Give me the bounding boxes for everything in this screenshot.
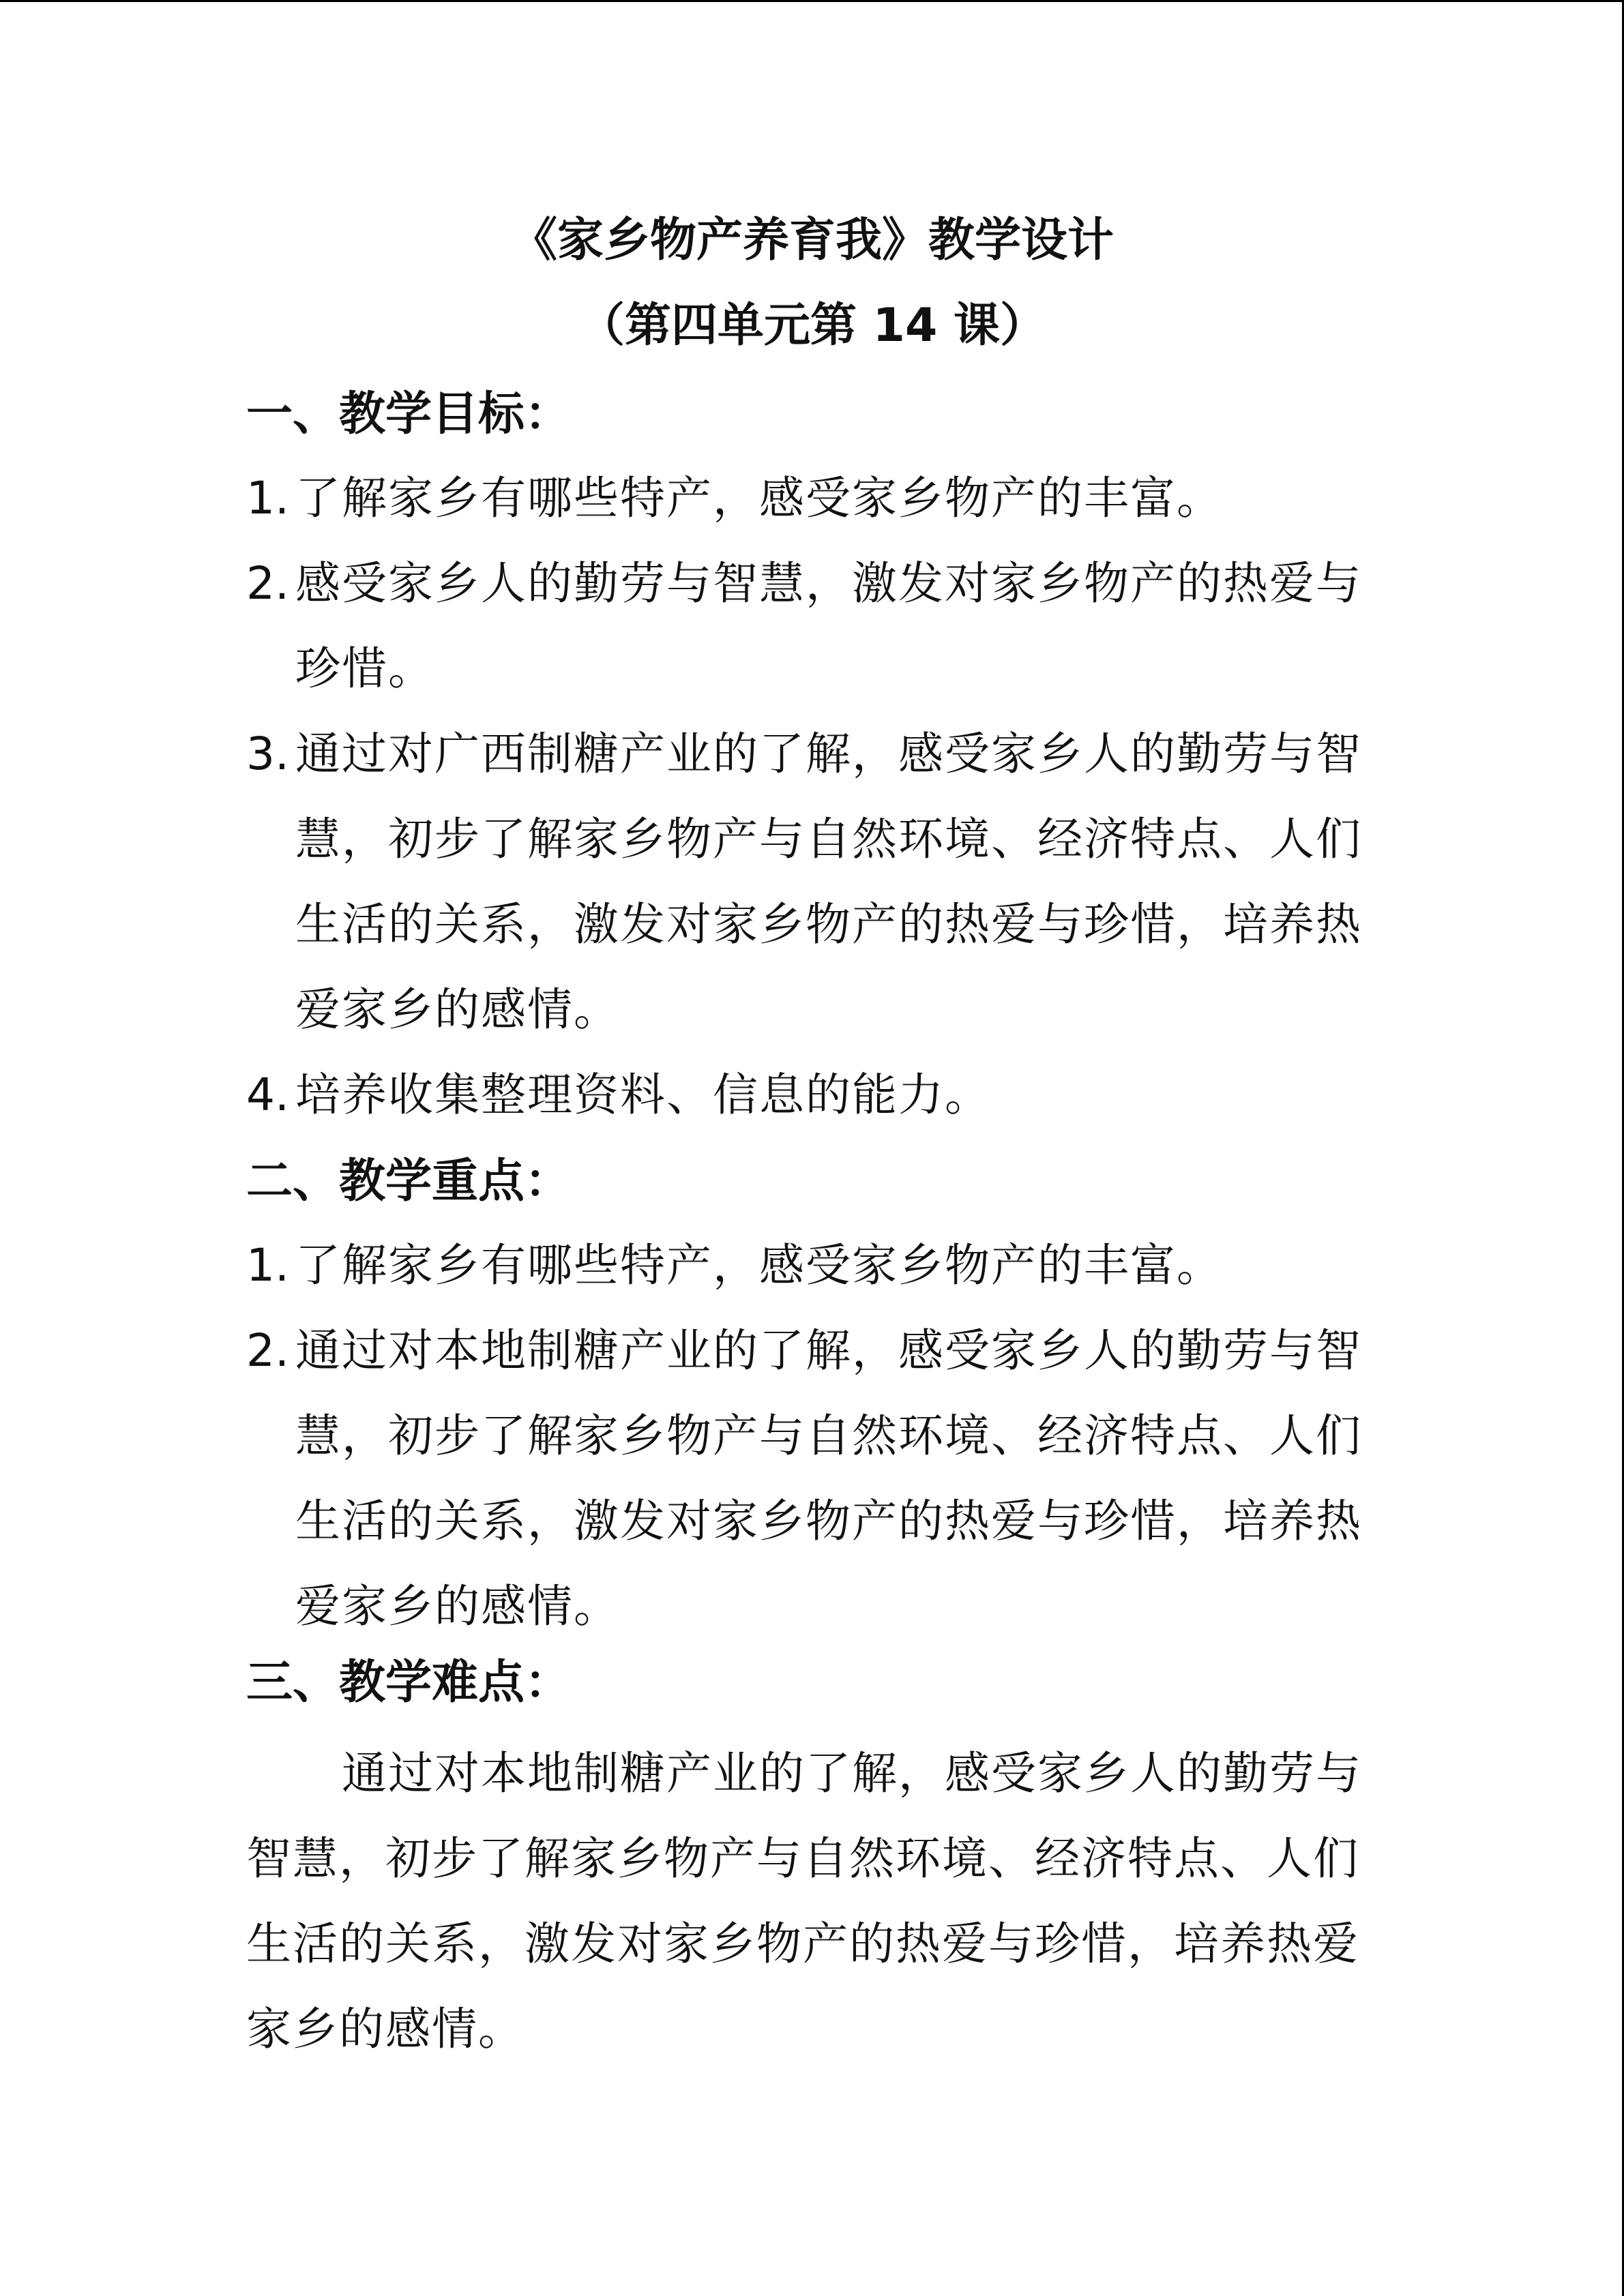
item-number: 4. <box>246 1069 289 1121</box>
objective-item-2 <box>246 541 1378 711</box>
key-point-item-2 <box>246 1308 1378 1649</box>
item-text: 感受家乡人的勤劳与智慧，激发对家乡物产的热爱与珍惜。 <box>295 557 1362 695</box>
objective-item-1 <box>246 456 1378 541</box>
item-text: 培养收集整理资料、信息的能力。 <box>295 1069 991 1121</box>
item-number: 3. <box>246 728 289 780</box>
objective-item-3 <box>246 711 1378 1052</box>
item-number: 2. <box>246 1324 289 1377</box>
item-number: 1. <box>246 472 289 524</box>
section-heading-key-points: 二、教学重点： <box>246 1154 572 1208</box>
difficulty-paragraph: 通过对本地制糖产业的了解，感受家乡人的勤劳与智慧，初步了解家乡物产与自然环境、经济特点、人们生活的关系，激发对家乡物产的热爱与珍惜，培养热爱家乡的感情。 <box>246 1747 1362 2055</box>
item-text: 通过对本地制糖产业的了解，感受家乡人的勤劳与智慧，初步了解家乡物产与自然环境、经济特点、人们生活的关系，激发对家乡物产的热爱与珍惜，培养热爱家乡的感情。 <box>295 1324 1362 1632</box>
objective-item-4 <box>246 1052 1378 1137</box>
key-point-item-1 <box>246 1223 1378 1308</box>
section-heading-difficulties: 三、教学难点： <box>246 1656 572 1710</box>
item-number: 1. <box>246 1239 289 1292</box>
item-text: 通过对广西制糖产业的了解，感受家乡人的勤劳与智慧，初步了解家乡物产与自然环境、经济特点、人们生活的关系，激发对家乡物产的热爱与珍惜，培养热爱家乡的感情。 <box>295 728 1362 1036</box>
document-title: 《家乡物产养育我》教学设计 <box>510 213 1114 267</box>
section-heading-objectives: 一、教学目标： <box>246 387 572 441</box>
item-number: 2. <box>246 557 289 610</box>
item-text: 了解家乡有哪些特产，感受家乡物产的丰富。 <box>295 1239 1223 1292</box>
item-text: 了解家乡有哪些特产，感受家乡物产的丰富。 <box>295 472 1223 524</box>
document-subtitle: （第四单元第 14 课） <box>578 299 1046 353</box>
